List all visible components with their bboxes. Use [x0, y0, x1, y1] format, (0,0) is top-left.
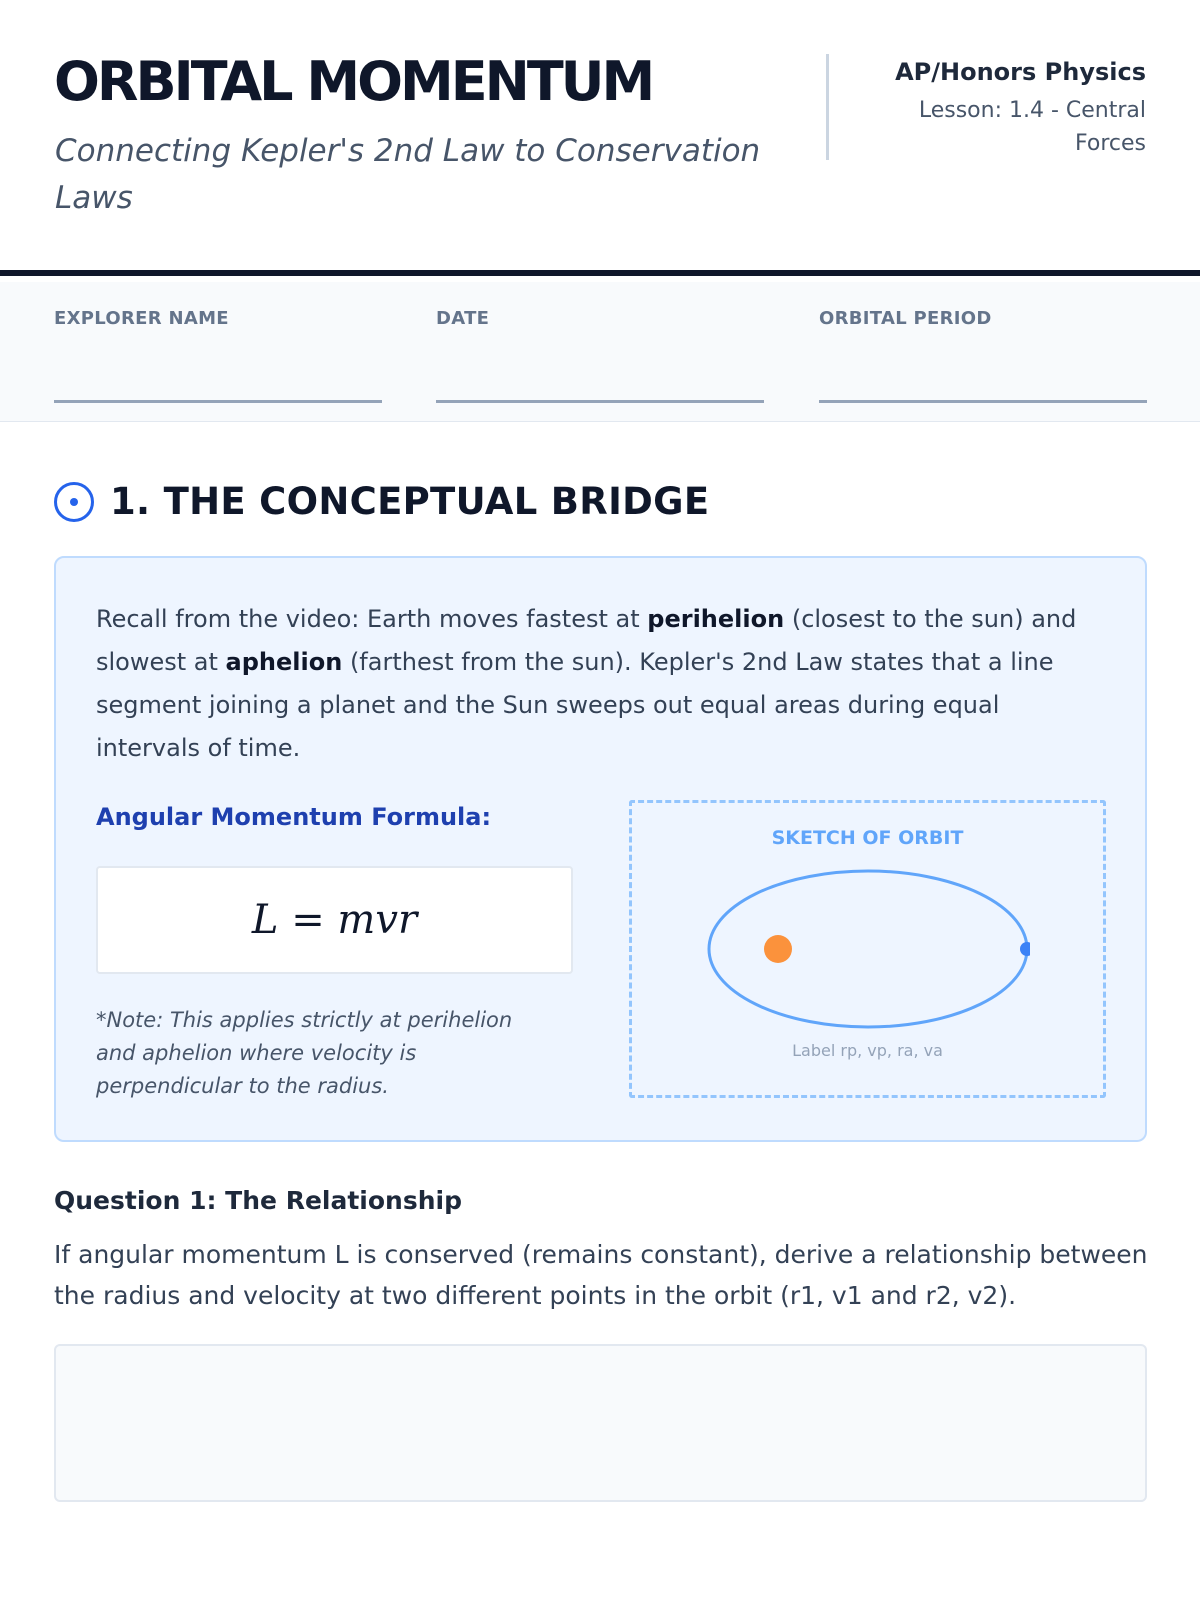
concept-box — [54, 556, 1147, 1142]
date-field — [436, 308, 764, 403]
header-divider — [826, 54, 829, 160]
orbital-period-label: ORBITAL PERIOD — [819, 308, 992, 329]
orbital-period-field — [819, 308, 1147, 403]
sketch-title: SKETCH OF ORBIT — [771, 827, 964, 849]
question-title: Question 1: The Relationship — [54, 1186, 462, 1215]
course-name: AP/Honors Physics — [895, 58, 1146, 86]
question-text: If angular momentum L is conserved (remains constant), derive a relationship between the radius and velocity at two different points in the orbit (r1, v1 and r2, v2). — [54, 1240, 1148, 1310]
orbit-ellipse — [709, 871, 1027, 1027]
formula-box — [96, 866, 573, 974]
perihelion-term: perihelion — [647, 605, 785, 633]
page-title: ORBITAL MOMENTUM — [54, 50, 653, 113]
explorer-name-label: EXPLORER NAME — [54, 308, 229, 329]
section-heading — [54, 480, 709, 523]
lesson-label: Lesson: 1.4 - Central Forces — [918, 98, 1146, 156]
intro-text-2: (closest to the sun) and slowest at — [96, 605, 1077, 676]
answer-input[interactable] — [54, 1344, 1147, 1502]
student-info-band — [0, 282, 1200, 422]
sun-icon — [764, 935, 792, 963]
aphelion-term: aphelion — [225, 648, 343, 676]
formula-label: Angular Momentum Formula: — [96, 803, 492, 831]
target-icon — [54, 482, 94, 522]
planet-icon — [1020, 942, 1030, 956]
page-subtitle: Connecting Kepler's 2nd Law to Conservation Laws — [55, 133, 761, 216]
section-title: 1. THE CONCEPTUAL BRIDGE — [110, 480, 710, 523]
orbital-period-input[interactable] — [819, 367, 1147, 403]
orbit-sketch-area[interactable] — [629, 800, 1106, 1098]
explorer-name-field — [54, 308, 382, 403]
orbit-diagram — [706, 867, 1030, 1031]
worksheet-header — [0, 0, 1200, 276]
explorer-name-input[interactable] — [54, 367, 382, 403]
intro-text-1: Recall from the video: Earth moves fastest at — [96, 605, 648, 633]
concept-intro — [96, 598, 1108, 770]
angular-momentum-formula: L = mvr — [251, 897, 418, 943]
formula-note: *Note: This applies strictly at perihelion and aphelion where velocity is perpendicular to the radius. — [96, 1008, 513, 1098]
date-input[interactable] — [436, 367, 764, 403]
intro-text-3: (farthest from the sun). Kepler's 2nd Law states that a line segment joining a planet and the Sun sweeps out equal areas during equal intervals of time. — [96, 648, 1054, 762]
date-label: DATE — [436, 308, 490, 329]
sketch-caption: Label rp, vp, ra, va — [792, 1041, 943, 1060]
